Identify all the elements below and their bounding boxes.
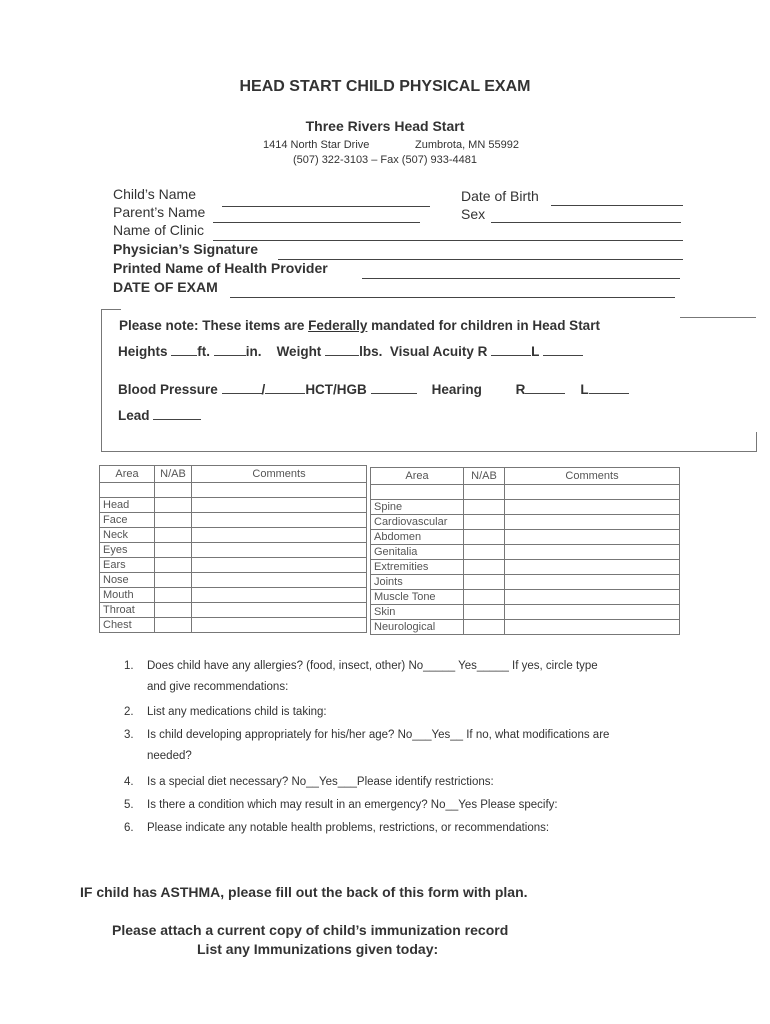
nab-cell[interactable] [464,620,505,635]
form-title: HEAD START CHILD PHYSICAL EXAM [239,78,531,95]
phone-fax: (507) 322-3103 – Fax (507) 933-4481 [292,154,478,166]
question-text: Is a special diet necessary? No__Yes___Please identify restrictions: [147,776,494,788]
nab-cell[interactable] [155,513,192,528]
exam-date-label: DATE OF EXAM [113,279,218,295]
area-header: Area [371,468,464,485]
clinic-name-line[interactable] [213,240,683,241]
question-text: List any medications child is taking: [147,706,327,718]
table-row [100,618,367,633]
child-name-line[interactable] [222,206,430,207]
organization-name: Three Rivers Head Start [305,118,465,134]
nab-cell[interactable] [155,558,192,573]
sex-line[interactable] [491,222,681,223]
comments-cell[interactable] [505,605,680,620]
nab-cell[interactable] [464,560,505,575]
table-row [371,515,680,530]
area-cell: Face [100,513,155,528]
hct-hgb-blank[interactable] [371,383,417,394]
bp-diastolic-blank[interactable] [265,383,305,394]
provider-name-line[interactable] [362,278,680,279]
nab-cell[interactable] [155,573,192,588]
table-row [100,588,367,603]
physician-signature-label: Physician’s Signature [113,241,258,257]
exam-table-left [99,465,367,633]
area-cell: Joints [371,575,464,590]
area-cell: Neck [100,528,155,543]
lead-label: Lead [118,408,150,423]
table-row [371,545,680,560]
comments-cell[interactable] [505,575,680,590]
area-cell: Head [100,498,155,513]
date-of-birth-line[interactable] [551,205,683,206]
nab-cell[interactable] [464,515,505,530]
exam-date-line[interactable] [230,297,675,298]
heights-in-blank[interactable] [214,345,246,356]
blood-pressure-label: Blood Pressure [118,382,218,397]
table-row [100,543,367,558]
area-cell: Muscle Tone [371,590,464,605]
table-row [100,498,367,513]
table-row [371,620,680,635]
comments-cell[interactable] [192,543,367,558]
table-row [371,575,680,590]
area-cell: Chest [100,618,155,633]
question-number: 2. [124,706,134,718]
area-cell: Neurological [371,620,464,635]
date-of-birth-label: Date of Birth [461,188,539,204]
sex-label: Sex [461,206,486,222]
table-row [100,573,367,588]
comments-cell[interactable] [505,545,680,560]
asthma-note: IF child has ASTHMA, please fill out the back of this form with plan. [80,884,528,900]
nab-cell[interactable] [464,575,505,590]
table-header-row [371,468,680,485]
box-right-edge [756,432,757,452]
question-number: 1. [124,660,134,672]
comments-cell[interactable] [505,530,680,545]
area-header: Area [100,466,155,483]
comments-cell[interactable] [192,558,367,573]
box-top-edge [101,309,121,310]
address-city: Zumbrota, MN 55992 [415,139,519,151]
lead-row [118,408,201,423]
area-cell: Ears [100,558,155,573]
hearing-r-blank[interactable] [525,383,565,394]
comments-cell[interactable] [192,528,367,543]
weight-label: Weight [276,344,322,359]
area-cell: Cardiovascular [371,515,464,530]
area-cell: Genitalia [371,545,464,560]
immunization-list-label: List any Immunizations given today: [197,941,439,957]
question-text-continued: and give recommendations: [147,681,289,693]
comments-cell[interactable] [505,515,680,530]
table-row [371,530,680,545]
comments-cell[interactable] [192,618,367,633]
comments-cell[interactable] [192,603,367,618]
table-row [371,590,680,605]
nab-cell[interactable] [155,618,192,633]
question-text: Does child have any allergies? (food, insect, other) No_____ Yes_____ If yes, circle type [147,660,598,672]
area-cell: Mouth [100,588,155,603]
nab-cell[interactable] [155,498,192,513]
nab-cell[interactable] [464,545,505,560]
federal-note: Please note: These items are Federally mandated for children in Head Start [119,318,600,333]
table-row [371,560,680,575]
nab-cell[interactable] [464,605,505,620]
address-street: 1414 North Star Drive [263,139,370,151]
weight-blank[interactable] [325,345,359,356]
table-row [100,558,367,573]
clinic-name-label: Name of Clinic [113,222,205,238]
table-row [371,500,680,515]
comments-cell[interactable] [505,500,680,515]
nab-cell[interactable] [464,530,505,545]
measurements-row-1: Heights ft. in. Weight lbs. Visual Acuity R L [118,344,583,359]
area-cell: Skin [371,605,464,620]
visual-acuity-label: Visual Acuity R [389,344,488,359]
visual-r-blank[interactable] [491,345,531,356]
parent-name-line[interactable] [213,222,420,223]
comments-cell[interactable] [192,513,367,528]
hct-hgb-label: HCT/HGB [305,382,367,397]
comments-cell[interactable] [505,620,680,635]
question-text: Is child developing appropriately for his/her age? No___Yes__ If no, what modifications are [147,729,610,741]
nab-header: N/AB [155,466,192,483]
immunization-attach-note: Please attach a current copy of child’s immunization record [112,922,509,938]
question-text: Please indicate any notable health problems, restrictions, or recommendations: [147,822,550,834]
nab-cell[interactable] [155,528,192,543]
comments-cell[interactable] [192,573,367,588]
table-spacer-row [100,483,367,498]
question-number: 3. [124,729,134,741]
nab-cell[interactable] [155,588,192,603]
parent-name-label: Parent’s Name [113,204,206,220]
nab-header: N/AB [464,468,505,485]
federally-emphasis: Federally [308,318,368,333]
bp-systolic-blank[interactable] [222,383,262,394]
heights-label: Heights [118,344,168,359]
table-spacer-row [371,485,680,500]
question-text-continued: needed? [147,750,192,762]
table-row [100,528,367,543]
table-header-row [100,466,367,483]
nab-cell[interactable] [155,603,192,618]
measurements-row-2: Blood Pressure / HCT/HGB Hearing R L [118,382,629,397]
hearing-l-blank[interactable] [589,383,629,394]
hearing-label: Hearing [431,382,482,397]
area-cell: Eyes [100,543,155,558]
heights-ft-blank[interactable] [171,345,197,356]
nab-cell[interactable] [464,500,505,515]
physician-signature-line[interactable] [278,259,683,260]
question-text: Is there a condition which may result in an emergency? No__Yes Please specify: [147,799,558,811]
visual-l-blank[interactable] [543,345,583,356]
nab-cell[interactable] [464,590,505,605]
area-cell: Abdomen [371,530,464,545]
box-top-edge-right [680,317,756,318]
comments-cell[interactable] [505,590,680,605]
provider-name-label: Printed Name of Health Provider [113,260,328,276]
exam-table-right [370,467,680,635]
question-number: 6. [124,822,134,834]
question-number: 4. [124,776,134,788]
area-cell: Nose [100,573,155,588]
area-cell: Spine [371,500,464,515]
comments-header: Comments [505,468,680,485]
table-row [100,513,367,528]
area-cell: Throat [100,603,155,618]
comments-header: Comments [192,466,367,483]
comments-cell[interactable] [192,498,367,513]
nab-cell[interactable] [155,543,192,558]
question-number: 5. [124,799,134,811]
table-row [100,603,367,618]
comments-cell[interactable] [505,560,680,575]
comments-cell[interactable] [192,588,367,603]
child-name-label: Child’s Name [113,186,196,202]
lead-blank[interactable] [153,409,201,420]
table-row [371,605,680,620]
area-cell: Extremities [371,560,464,575]
